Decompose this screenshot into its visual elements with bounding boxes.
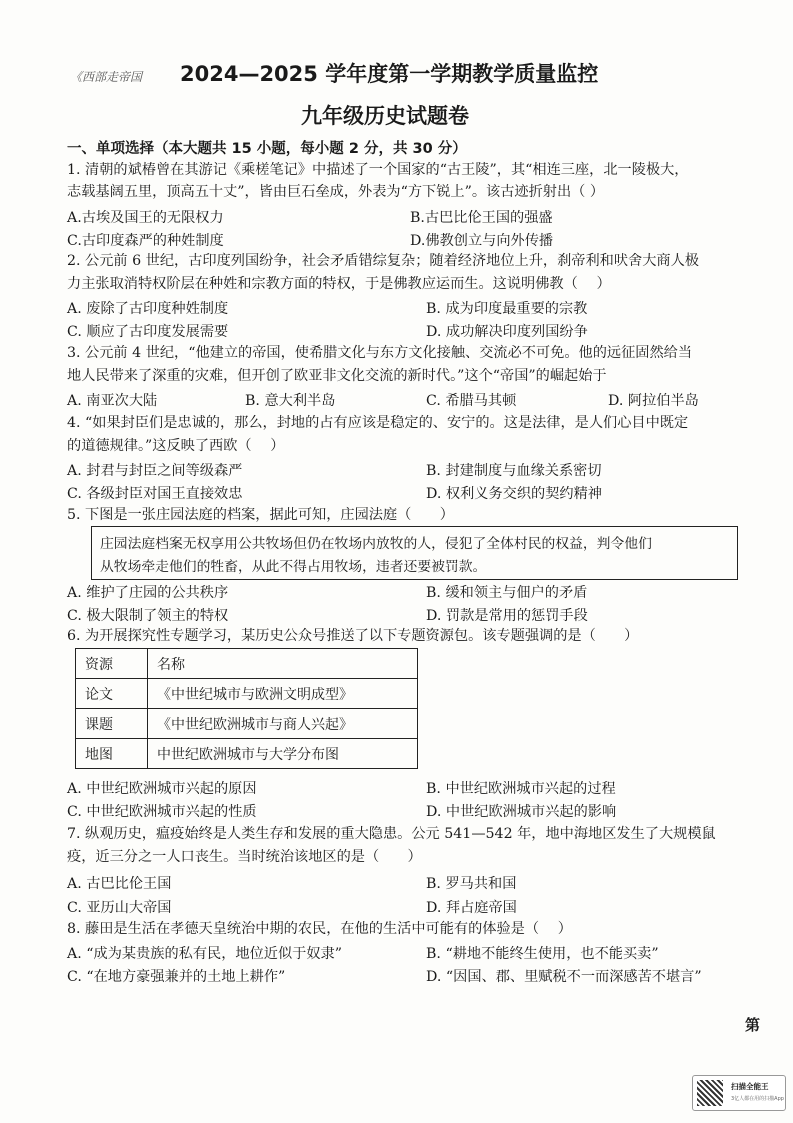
q4-option-d: D. 权利义务交织的契约精神 [426,486,602,502]
q1-option-c: C.古印度森严的种姓制度 [67,233,224,249]
exam-title: 2024—2025 学年度第一学期教学质量监控 [180,62,599,86]
court-record-line-1: 庄园法庭档案无权享用公共牧场但仍在牧场内放牧的人，侵犯了全体村民的权益，判令他们 [100,536,652,552]
q5-option-a: A. 维护了庄园的公共秩序 [67,585,229,601]
q3-option-c: C. 希腊马其顿 [426,393,517,409]
q8-option-d: D. “因国、郡、里赋税不一而深感苦不堪言” [426,969,702,985]
scanner-watermark [692,1075,786,1111]
question-4-line-2: 的道德规律。”这反映了西欧（ ） [67,438,285,454]
q1-option-b: B.古巴比伦王国的强盛 [410,210,553,226]
question-4-line-1: 4. “如果封臣们是忠诚的，那么，封地的占有应该是稳定的、安宁的。这是法律，是人们心目中既定 [67,415,689,431]
table-cell: 中世纪欧洲城市与大学分布图 [148,739,418,769]
table-cell: 课题 [76,709,148,739]
q3-option-b: B. 意大利半岛 [245,393,336,409]
question-3-line-1: 3. 公元前 4 世纪，“他建立的帝国，使希腊文化与东方文化接触、交流必不可免。他的远征固然给当 [67,345,693,361]
q2-option-c: C. 顺应了古印度发展需要 [67,324,229,340]
question-7-line-1: 7. 纵观历史，瘟疫始终是人类生存和发展的重大隐患。公元 541—542 年，地中海地区发生了大规模鼠 [67,826,716,842]
table-cell: 名称 [148,649,418,679]
q7-option-c: C. 亚历山大帝国 [67,900,172,916]
q3-option-a: A. 南亚次大陆 [67,393,158,409]
table-cell: 地图 [76,739,148,769]
q3-option-d: D. 阿拉伯半岛 [608,393,699,409]
q1-option-d: D.佛教创立与向外传播 [410,233,554,249]
q8-option-a: A. “成为某贵族的私有民，地位近似于奴隶” [67,946,342,962]
table-cell: 《中世纪欧洲城市与商人兴起》 [148,709,418,739]
court-record-box [91,526,738,580]
question-2-line-2: 力主张取消特权阶层在种姓和宗教方面的特权，于是佛教应运而生。这说明佛教（ ） [67,276,611,292]
q6-option-a: A. 中世纪欧洲城市兴起的原因 [67,781,257,797]
question-3-line-2: 地人民带来了深重的灾难，但开创了欧亚非文化交流的新时代。”这个“帝国”的崛起始于 [67,368,607,384]
q2-option-d: D. 成功解决印度列国纷争 [426,324,588,340]
question-6-stem: 6. 为开展探究性专题学习，某历史公众号推送了以下专题资源包。该专题强调的是（ ） [67,628,639,644]
table-cell: 《中世纪城市与欧洲文明成型》 [148,679,418,709]
table-cell: 论文 [76,679,148,709]
scanner-app-tagline: 3亿人都在用的扫描App [731,1096,784,1102]
q4-option-a: A. 封君与封臣之间等级森严 [67,463,243,479]
q5-option-b: B. 缓和领主与佃户的矛盾 [426,585,588,601]
exam-subtitle: 九年级历史试题卷 [301,104,469,128]
q5-option-d: D. 罚款是常用的惩罚手段 [426,608,588,624]
handwritten-note: 《西部走帝国 [70,70,143,84]
q1-option-a: A.古埃及国王的无限权力 [67,210,224,226]
q7-option-b: B. 罗马共和国 [426,876,517,892]
q8-option-b: B. “耕地不能终生使用，也不能买卖” [426,946,659,962]
q7-option-d: D. 拜占庭帝国 [426,900,517,916]
qr-code-icon [697,1080,723,1106]
question-2-line-1: 2. 公元前 6 世纪，古印度列国纷争，社会矛盾错综复杂；随着经济地位上升，刹帝利和吠舍大商人极 [67,253,699,269]
q5-option-c: C. 极大限制了领主的特权 [67,608,229,624]
table-row [76,679,418,709]
question-8-stem: 8. 藤田是生活在孝德天皇统治中期的农民，在他的生活中可能有的体验是（ ） [67,921,572,937]
question-1-line-2: 志载基阔五里，顶高五十丈”，皆由巨石垒成，外表为“方下锐上”。该古迹折射出（ ） [67,184,605,200]
q4-option-b: B. 封建制度与血缘关系密切 [426,463,602,479]
resource-table [75,648,418,769]
q6-option-d: D. 中世纪欧洲城市兴起的影响 [426,804,617,820]
page-number-label: 第 [745,1016,761,1034]
q2-option-b: B. 成为印度最重要的宗教 [426,301,588,317]
scanner-app-name: 扫描全能王 [731,1082,769,1091]
court-record-line-2: 从牧场牵走他们的牲畜，从此不得占用牧场，违者还要被罚款。 [100,559,487,575]
table-row [76,709,418,739]
q6-option-c: C. 中世纪欧洲城市兴起的性质 [67,804,257,820]
table-row [76,739,418,769]
q6-option-b: B. 中世纪欧洲城市兴起的过程 [426,781,616,797]
q4-option-c: C. 各级封臣对国王直接效忠 [67,486,243,502]
q7-option-a: A. 古巴比伦王国 [67,876,172,892]
table-cell: 资源 [76,649,148,679]
section-heading: 一、单项选择（本大题共 15 小题，每小题 2 分，共 30 分） [67,141,467,157]
question-1-line-1: 1. 清朝的斌椿曾在其游记《乘槎笔记》中描述了一个国家的“古王陵”，其“相连三座，北一陵极大， [67,162,689,178]
q8-option-c: C. “在地方豪强兼并的土地上耕作” [67,969,286,985]
table-row [76,649,418,679]
q2-option-a: A. 废除了古印度种姓制度 [67,301,229,317]
question-7-line-2: 疫，近三分之一人口丧生。当时统治该地区的是（ ） [67,849,422,865]
question-5-stem: 5. 下图是一张庄园法庭的档案，据此可知，庄园法庭（ ） [67,507,454,523]
